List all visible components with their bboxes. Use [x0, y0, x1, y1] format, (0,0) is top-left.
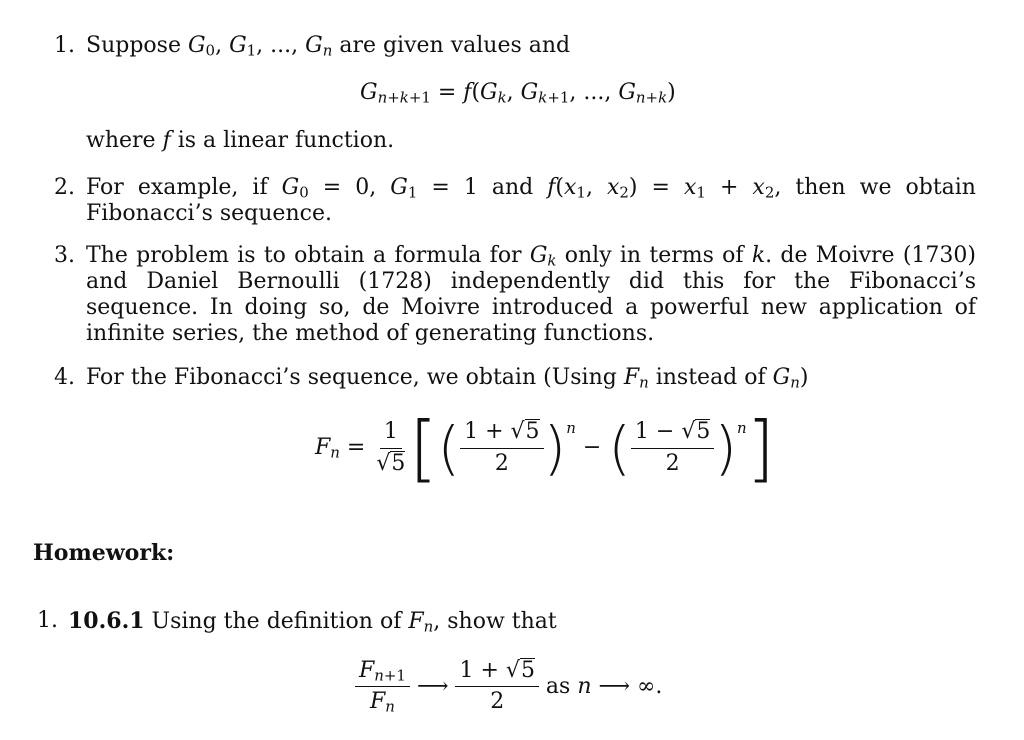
- one-over-sqrt5: 1 √ 5: [376, 419, 406, 476]
- limit-formula: $\frac{F_{n+1}}{F_n}$ ⟶ 1 + √ 5 2 as n ⟶ ∞.: [355, 658, 662, 716]
- item-4-number: 4.: [54, 365, 75, 390]
- item-1-givens: $G_0$, $G_1$, ..., $G_n$: [187, 33, 333, 60]
- item-1-equation: $G_{n+k+1} = f(G_k$, $G_{k+1}$, ..., $G_{n+k}$): [360, 80, 676, 107]
- phi-fraction: 1 + √ 5 2: [460, 419, 543, 477]
- item-1-text: [86, 33, 570, 59]
- item-3-number: 3.: [54, 243, 75, 268]
- item-1-text-b: are given values and: [339, 33, 571, 58]
- homework-1-number: 1.: [37, 608, 58, 633]
- item-3-text: The problem is to obtain a formula for $G_k$ only in terms of k. de Moivre (1730) and Daniel Bernoulli (1728) independently did this for the Fibonacci’s sequence. In doing so, de Moivre introduced a powerful new application of infinite series, the method of generating functions.: [86, 243, 976, 346]
- item-1-number: 1.: [54, 33, 75, 58]
- golden-ratio-fraction: 1 + √ 5 2: [455, 658, 538, 716]
- homework-1-ref: 10.6.1: [68, 608, 145, 634]
- item-2-text: For example, if $G_0 = 0$, $G_1 = 1$ and $f(x_1$, $x_2) = x_1 + x_2$, then we obtain Fibonacci’s sequence.: [86, 175, 976, 226]
- homework-1-text: 10.6.1 Using the definition of $F_n$, show that: [68, 608, 557, 636]
- ratio-fraction: $\frac{F_{n+1}}{F_n}$: [355, 658, 410, 716]
- binet-formula: $F_n$ = 1 √ 5 [ ( 1 + √ 5 2 ) n − ( 1 − √ 5 2 ) n ]: [315, 406, 775, 490]
- homework-heading: Homework:: [33, 540, 175, 566]
- item-4-text: For the Fibonacci’s sequence, we obtain (Using $F_n$ instead of $G_n$): [86, 365, 809, 392]
- psi-fraction: 1 − √ 5 2: [631, 419, 714, 477]
- item-1-text-a: Suppose: [86, 33, 181, 58]
- item-2-number: 2.: [54, 175, 75, 200]
- item-1-after: where f is a linear function.: [86, 128, 395, 153]
